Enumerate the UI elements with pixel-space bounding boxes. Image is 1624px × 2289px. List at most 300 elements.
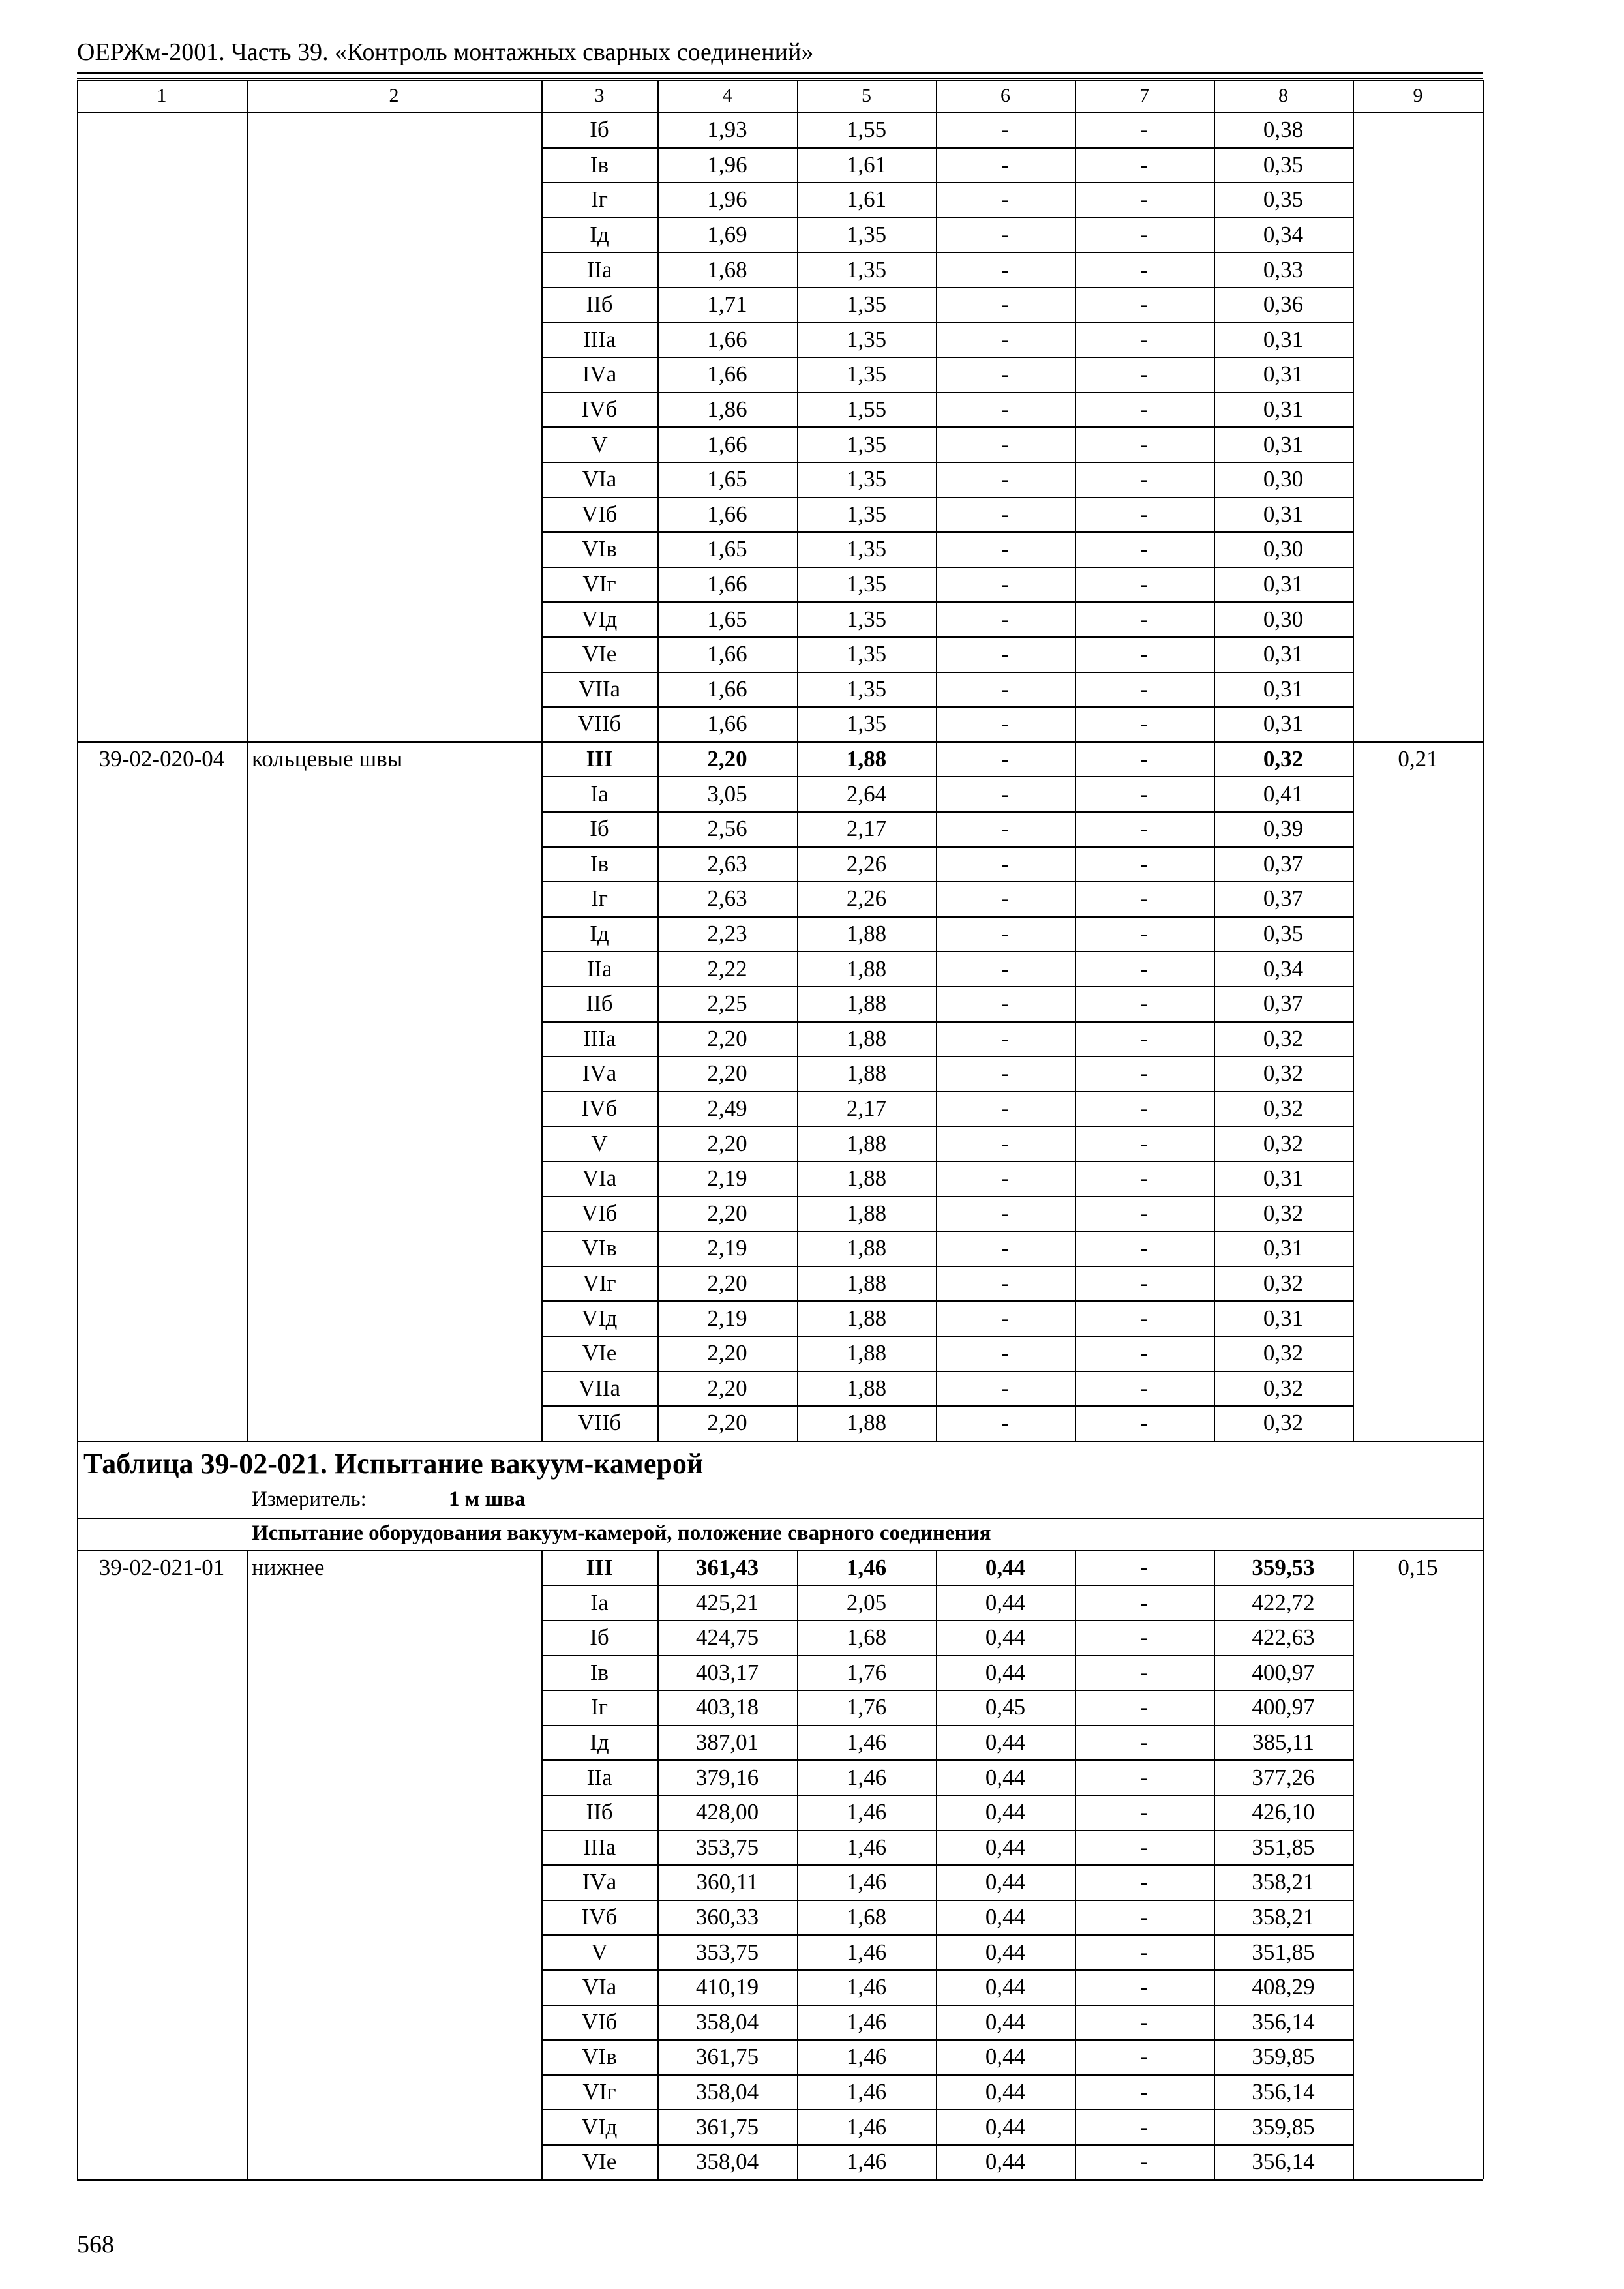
value-cell: 2,19: [707, 1165, 747, 1191]
category-cell: VIг: [582, 1270, 616, 1296]
value-cell: -: [1001, 396, 1010, 423]
value-cell: 1,76: [846, 1694, 887, 1720]
value-cell: 426,10: [1252, 1799, 1315, 1825]
value-cell: 0,31: [1263, 711, 1304, 737]
value-cell: -: [1001, 1060, 1010, 1086]
value-cell: 2,19: [707, 1305, 747, 1331]
value-cell: -: [1140, 1589, 1149, 1615]
value-cell: 0,32: [1263, 1025, 1304, 1051]
rates-table: [77, 80, 1483, 2204]
value-cell: 0,44: [985, 1624, 1026, 1651]
value-cell: -: [1001, 1025, 1010, 1051]
column-rule: [1353, 1550, 1354, 2179]
work-name-cell: кольцевые швы: [252, 746, 403, 772]
column-rule: [1483, 1518, 1484, 1550]
value-cell: -: [1140, 781, 1149, 807]
value-cell: 1,88: [846, 1410, 887, 1436]
value-cell: 0,30: [1263, 466, 1304, 492]
column-rule: [1353, 112, 1354, 741]
value-cell: -: [1140, 2114, 1149, 2140]
category-cell: IVб: [581, 1904, 618, 1930]
value-cell: 1,66: [707, 711, 747, 737]
section-heading: Испытание оборудования вакуум-камерой, положение сварного соединения: [252, 1521, 991, 1545]
value-cell: 0,31: [1263, 1165, 1304, 1191]
value-cell: -: [1140, 1096, 1149, 1122]
value-cell: 1,46: [846, 2079, 887, 2105]
category-cell: VIг: [582, 2079, 616, 2105]
value-cell: 0,31: [1263, 1235, 1304, 1261]
value-cell: -: [1140, 606, 1149, 632]
value-cell: 0,30: [1263, 536, 1304, 562]
column-number-cell: 2: [389, 85, 399, 106]
value-cell: 360,33: [695, 1904, 759, 1930]
table-title: Таблица 39-02-021. Испытание вакуум-камерой: [83, 1447, 704, 1480]
value-cell: 1,66: [707, 501, 747, 527]
document-header: ОЕРЖм-2001. Часть 39. «Контроль монтажных сварных соединений»: [77, 38, 814, 66]
rate-code-cell: 39-02-020-04: [98, 746, 225, 772]
value-cell: 2,20: [707, 1340, 747, 1366]
value-cell: 0,44: [985, 1589, 1026, 1615]
value-cell: 2,20: [707, 1025, 747, 1051]
value-cell: 0,32: [1263, 1375, 1304, 1401]
value-cell: -: [1140, 222, 1149, 248]
value-cell: 1,69: [707, 222, 747, 248]
value-cell: -: [1001, 1305, 1010, 1331]
column-rule: [1483, 741, 1484, 1441]
value-cell: 0,37: [1263, 886, 1304, 912]
value-cell: 2,17: [846, 1096, 887, 1122]
value-cell: 1,61: [846, 151, 887, 177]
column-rule: [1483, 80, 1484, 112]
column-rule: [541, 112, 543, 741]
column-number-cell: 1: [157, 85, 167, 106]
value-cell: 1,35: [846, 326, 887, 352]
value-cell: -: [1001, 676, 1010, 702]
value-cell: -: [1140, 1025, 1149, 1051]
value-cell: -: [1001, 431, 1010, 457]
value-cell: 0,45: [985, 1694, 1026, 1720]
value-cell: 361,43: [695, 1555, 759, 1581]
value-cell: -: [1140, 955, 1149, 981]
value-cell: 0,35: [1263, 921, 1304, 947]
column-rule: [247, 80, 248, 112]
value-cell: 2,23: [707, 921, 747, 947]
value-cell: 400,97: [1252, 1659, 1315, 1685]
value-cell: 358,21: [1252, 1904, 1315, 1930]
value-cell: 1,88: [846, 1060, 887, 1086]
value-cell: -: [1001, 1235, 1010, 1261]
category-cell: VIа: [582, 1165, 617, 1191]
value-cell: -: [1001, 571, 1010, 597]
value-cell: 356,14: [1252, 2079, 1315, 2105]
value-cell: 410,19: [695, 1974, 759, 2000]
value-cell: 408,29: [1252, 1974, 1315, 2000]
value-cell: 0,44: [985, 1659, 1026, 1685]
value-cell: 356,14: [1252, 2149, 1315, 2175]
value-cell: 1,88: [846, 1305, 887, 1331]
column-rule: [1214, 741, 1215, 1441]
value-cell: -: [1140, 256, 1149, 282]
value-cell: -: [1140, 361, 1149, 387]
value-cell: -: [1140, 571, 1149, 597]
value-cell: 359,85: [1252, 2044, 1315, 2070]
value-cell: -: [1001, 292, 1010, 318]
value-cell: -: [1140, 326, 1149, 352]
value-cell: 1,88: [846, 1340, 887, 1366]
category-cell: VIе: [582, 2149, 617, 2175]
value-cell: 0,37: [1263, 850, 1304, 876]
column-rule: [77, 1518, 78, 1550]
column-rule: [1075, 112, 1076, 741]
value-cell: -: [1140, 2149, 1149, 2175]
category-cell: IVа: [582, 1060, 617, 1086]
value-cell: -: [1140, 536, 1149, 562]
value-cell: -: [1140, 1939, 1149, 1965]
row-rule: [77, 1441, 1483, 1442]
value-cell: 0,32: [1263, 1200, 1304, 1226]
value-cell: 0,32: [1263, 1270, 1304, 1296]
value-cell: 0,41: [1263, 781, 1304, 807]
value-cell: -: [1140, 711, 1149, 737]
value-cell: -: [1140, 641, 1149, 667]
value-cell: 1,35: [846, 501, 887, 527]
column-rule: [247, 741, 248, 1441]
value-cell: 1,46: [846, 2009, 887, 2035]
value-cell: -: [1001, 1130, 1010, 1156]
value-cell: 3,05: [707, 781, 747, 807]
category-cell: IIб: [586, 292, 613, 318]
value-cell: 1,66: [707, 571, 747, 597]
value-cell: 1,68: [707, 256, 747, 282]
category-cell: VIIб: [577, 1410, 622, 1436]
category-cell: VIIа: [578, 676, 621, 702]
value-cell: -: [1140, 991, 1149, 1017]
value-cell: -: [1140, 1060, 1149, 1086]
value-cell: 1,88: [846, 1165, 887, 1191]
column-9-value-cell: 0,15: [1398, 1555, 1438, 1581]
category-cell: IVб: [581, 396, 618, 423]
value-cell: 1,68: [846, 1904, 887, 1930]
value-cell: 1,68: [846, 1624, 887, 1651]
value-cell: -: [1001, 501, 1010, 527]
value-cell: 1,55: [846, 117, 887, 143]
value-cell: 1,35: [846, 292, 887, 318]
category-cell: IVб: [581, 1096, 618, 1122]
value-cell: 0,31: [1263, 641, 1304, 667]
value-cell: 2,49: [707, 1096, 747, 1122]
value-cell: 0,32: [1263, 1340, 1304, 1366]
column-rule: [657, 1550, 659, 2179]
value-cell: -: [1140, 1974, 1149, 2000]
category-cell: V: [591, 431, 608, 457]
value-cell: 0,44: [985, 1729, 1026, 1756]
value-cell: 0,44: [985, 1869, 1026, 1895]
category-cell: V: [591, 1939, 608, 1965]
value-cell: 0,32: [1263, 1130, 1304, 1156]
column-rule: [1075, 80, 1076, 112]
value-cell: 1,88: [846, 991, 887, 1017]
value-cell: 0,32: [1263, 1096, 1304, 1122]
column-rule: [797, 112, 798, 741]
value-cell: 2,20: [707, 1060, 747, 1086]
value-cell: 1,66: [707, 361, 747, 387]
value-cell: -: [1140, 1165, 1149, 1191]
value-cell: 0,36: [1263, 292, 1304, 318]
value-cell: 353,75: [695, 1834, 759, 1860]
value-cell: -: [1001, 1410, 1010, 1436]
value-cell: -: [1001, 816, 1010, 842]
value-cell: 0,34: [1263, 222, 1304, 248]
category-cell: Iв: [590, 850, 609, 876]
value-cell: 1,46: [846, 2114, 887, 2140]
value-cell: 360,11: [696, 1869, 759, 1895]
value-cell: 0,44: [985, 2149, 1026, 2175]
value-cell: 2,20: [707, 1200, 747, 1226]
category-cell: Iв: [590, 151, 609, 177]
value-cell: 1,66: [707, 431, 747, 457]
unit-label: Измеритель:: [252, 1487, 367, 1511]
value-cell: -: [1140, 921, 1149, 947]
value-cell: 0,44: [985, 1799, 1026, 1825]
category-cell: Iд: [590, 921, 609, 947]
category-cell: VIд: [581, 2114, 618, 2140]
rate-code-cell: 39-02-021-01: [98, 1555, 225, 1581]
value-cell: -: [1140, 117, 1149, 143]
value-cell: 1,96: [707, 151, 747, 177]
value-cell: -: [1001, 1270, 1010, 1296]
value-cell: 379,16: [695, 1764, 759, 1790]
value-cell: 1,35: [846, 361, 887, 387]
value-cell: 0,35: [1263, 151, 1304, 177]
value-cell: 1,71: [707, 292, 747, 318]
value-cell: 1,88: [846, 1235, 887, 1261]
value-cell: 356,14: [1252, 2009, 1315, 2035]
category-cell: Iа: [590, 781, 609, 807]
value-cell: 1,86: [707, 396, 747, 423]
value-cell: -: [1001, 955, 1010, 981]
category-cell: III: [586, 746, 613, 772]
value-cell: -: [1001, 921, 1010, 947]
value-cell: 0,31: [1263, 571, 1304, 597]
value-cell: -: [1001, 1165, 1010, 1191]
column-number-cell: 4: [722, 85, 732, 106]
value-cell: 2,63: [707, 850, 747, 876]
row-rule: [77, 2179, 1483, 2181]
value-cell: 353,75: [695, 1939, 759, 1965]
column-rule: [1353, 741, 1354, 1441]
value-cell: -: [1140, 292, 1149, 318]
value-cell: 0,31: [1263, 431, 1304, 457]
value-cell: 424,75: [695, 1624, 759, 1651]
value-cell: 1,46: [846, 1799, 887, 1825]
column-rule: [1483, 1550, 1484, 2179]
value-cell: -: [1001, 606, 1010, 632]
column-rule: [77, 1441, 78, 1518]
value-cell: -: [1140, 431, 1149, 457]
category-cell: IIб: [586, 1799, 613, 1825]
value-cell: 2,25: [707, 991, 747, 1017]
category-cell: IVа: [582, 361, 617, 387]
category-cell: IIIа: [582, 1025, 616, 1051]
column-rule: [1075, 1550, 1076, 2179]
value-cell: 0,44: [985, 2079, 1026, 2105]
value-cell: -: [1140, 1270, 1149, 1296]
value-cell: 2,56: [707, 816, 747, 842]
value-cell: 387,01: [695, 1729, 759, 1756]
value-cell: -: [1001, 1096, 1010, 1122]
value-cell: 1,88: [846, 1200, 887, 1226]
column-rule: [657, 80, 659, 112]
value-cell: 1,46: [846, 1834, 887, 1860]
value-cell: 0,31: [1263, 501, 1304, 527]
category-cell: VIа: [582, 1974, 617, 2000]
column-rule: [1483, 1441, 1484, 1518]
value-cell: -: [1001, 850, 1010, 876]
category-cell: III: [586, 1555, 613, 1581]
value-cell: 1,46: [846, 1555, 887, 1581]
value-cell: 359,53: [1252, 1555, 1315, 1581]
value-cell: 1,46: [846, 2044, 887, 2070]
column-number-cell: 7: [1139, 85, 1149, 106]
value-cell: -: [1140, 1555, 1149, 1581]
value-cell: 1,88: [846, 1375, 887, 1401]
value-cell: 351,85: [1252, 1834, 1315, 1860]
column-rule: [1214, 80, 1215, 112]
category-cell: VIе: [582, 1340, 617, 1366]
category-cell: Iг: [590, 187, 608, 213]
value-cell: 2,20: [707, 746, 747, 772]
column-rule: [936, 741, 937, 1441]
value-cell: 1,76: [846, 1659, 887, 1685]
value-cell: 358,21: [1252, 1869, 1315, 1895]
value-cell: 0,34: [1263, 955, 1304, 981]
category-cell: VIа: [582, 466, 617, 492]
column-rule: [77, 80, 78, 112]
column-number-cell: 9: [1413, 85, 1423, 106]
value-cell: 0,37: [1263, 991, 1304, 1017]
column-number-cell: 3: [594, 85, 605, 106]
value-cell: -: [1140, 501, 1149, 527]
column-rule: [77, 1550, 78, 2179]
column-rule: [1075, 741, 1076, 1441]
header-rule: [77, 72, 1483, 74]
value-cell: 1,88: [846, 955, 887, 981]
category-cell: Iб: [590, 117, 609, 143]
value-cell: 0,44: [985, 1974, 1026, 2000]
category-cell: VIIб: [577, 711, 622, 737]
category-cell: V: [591, 1130, 608, 1156]
category-cell: Iг: [590, 886, 608, 912]
category-cell: VIг: [582, 571, 616, 597]
value-cell: 0,38: [1263, 117, 1304, 143]
value-cell: 2,20: [707, 1270, 747, 1296]
value-cell: -: [1140, 746, 1149, 772]
value-cell: -: [1140, 1694, 1149, 1720]
category-cell: Iб: [590, 1624, 609, 1651]
value-cell: 1,88: [846, 1025, 887, 1051]
value-cell: 359,85: [1252, 2114, 1315, 2140]
value-cell: -: [1140, 1799, 1149, 1825]
value-cell: -: [1140, 1624, 1149, 1651]
value-cell: 0,30: [1263, 606, 1304, 632]
value-cell: -: [1140, 187, 1149, 213]
value-cell: 1,93: [707, 117, 747, 143]
value-cell: 385,11: [1252, 1729, 1314, 1756]
value-cell: -: [1140, 466, 1149, 492]
column-rule: [657, 741, 659, 1441]
category-cell: IIа: [586, 955, 612, 981]
value-cell: 0,31: [1263, 326, 1304, 352]
value-cell: 0,31: [1263, 396, 1304, 423]
value-cell: 1,35: [846, 431, 887, 457]
value-cell: -: [1001, 466, 1010, 492]
value-cell: 0,44: [985, 1764, 1026, 1790]
value-cell: 1,65: [707, 606, 747, 632]
value-cell: 1,88: [846, 1270, 887, 1296]
value-cell: -: [1140, 1375, 1149, 1401]
value-cell: 1,35: [846, 222, 887, 248]
value-cell: -: [1001, 222, 1010, 248]
value-cell: 428,00: [695, 1799, 759, 1825]
value-cell: -: [1001, 326, 1010, 352]
column-rule: [936, 80, 937, 112]
value-cell: -: [1140, 151, 1149, 177]
value-cell: 1,46: [846, 1869, 887, 1895]
value-cell: 2,22: [707, 955, 747, 981]
category-cell: Iа: [590, 1589, 609, 1615]
column-rule: [541, 741, 543, 1441]
value-cell: 361,75: [695, 2044, 759, 2070]
value-cell: -: [1140, 1869, 1149, 1895]
column-rule: [1214, 112, 1215, 741]
value-cell: -: [1001, 361, 1010, 387]
value-cell: 1,46: [846, 1764, 887, 1790]
value-cell: 2,05: [846, 1589, 887, 1615]
row-rule: [77, 1518, 1483, 1519]
value-cell: 0,32: [1263, 746, 1304, 772]
value-cell: 1,65: [707, 466, 747, 492]
value-cell: -: [1140, 886, 1149, 912]
category-cell: VIд: [581, 1305, 618, 1331]
value-cell: -: [1140, 1130, 1149, 1156]
value-cell: 1,66: [707, 326, 747, 352]
value-cell: -: [1140, 816, 1149, 842]
category-cell: IVа: [582, 1869, 617, 1895]
value-cell: -: [1140, 1904, 1149, 1930]
value-cell: 2,63: [707, 886, 747, 912]
value-cell: 400,97: [1252, 1694, 1315, 1720]
value-cell: 1,35: [846, 676, 887, 702]
work-name-cell: нижнее: [252, 1555, 325, 1581]
value-cell: -: [1140, 1305, 1149, 1331]
value-cell: 1,65: [707, 536, 747, 562]
value-cell: 0,31: [1263, 676, 1304, 702]
value-cell: 0,32: [1263, 1060, 1304, 1086]
value-cell: -: [1140, 396, 1149, 423]
value-cell: 0,39: [1263, 816, 1304, 842]
value-cell: -: [1001, 711, 1010, 737]
value-cell: -: [1140, 676, 1149, 702]
value-cell: 358,04: [695, 2009, 759, 2035]
value-cell: 2,20: [707, 1130, 747, 1156]
category-cell: Iд: [590, 1729, 609, 1756]
value-cell: 1,61: [846, 187, 887, 213]
value-cell: 1,35: [846, 606, 887, 632]
category-cell: VIв: [582, 2044, 617, 2070]
value-cell: 1,35: [846, 641, 887, 667]
value-cell: -: [1001, 886, 1010, 912]
value-cell: 1,88: [846, 921, 887, 947]
